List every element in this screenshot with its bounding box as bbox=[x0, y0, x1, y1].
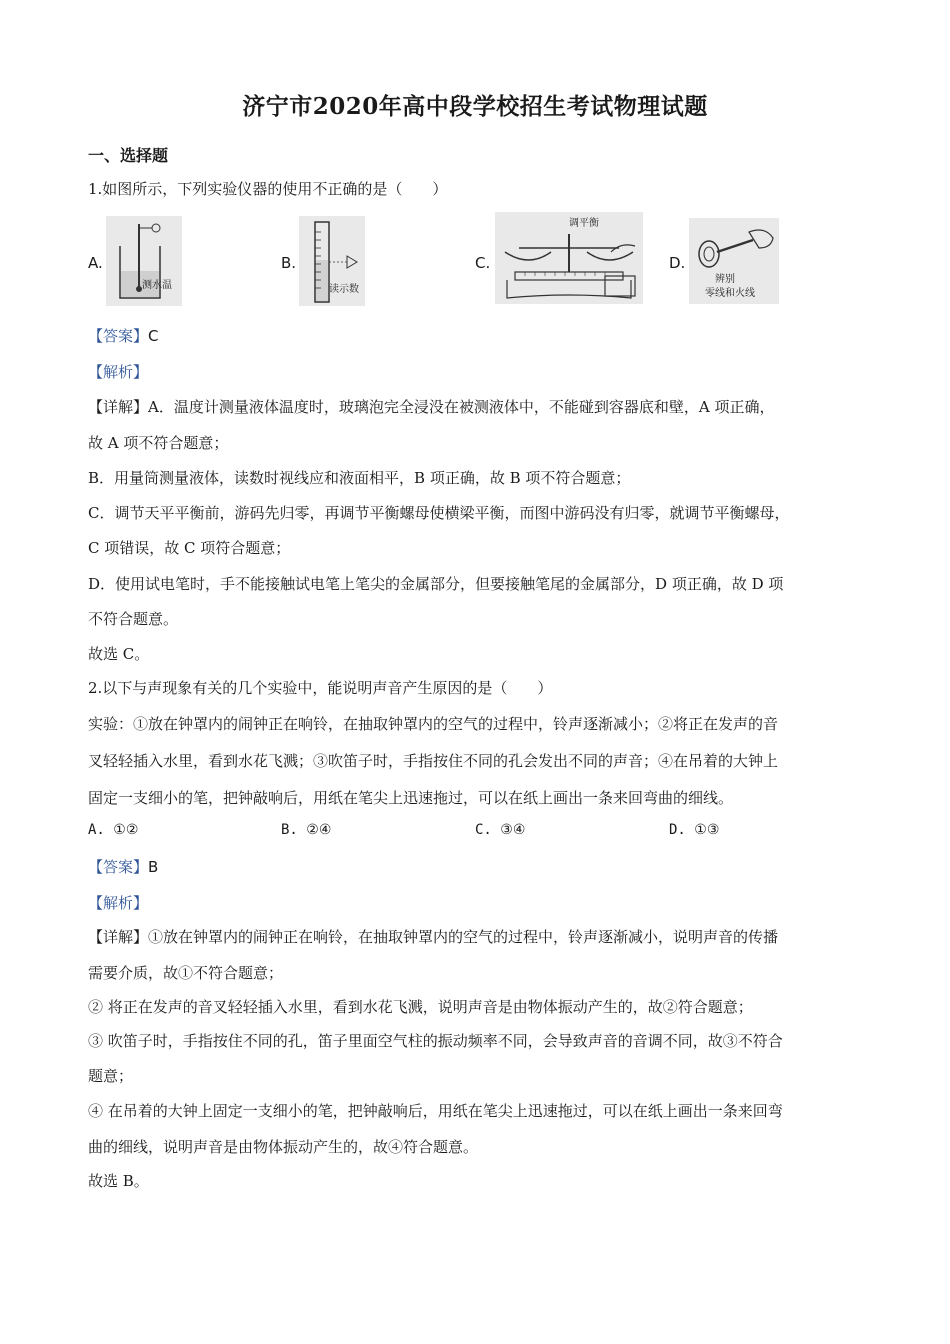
q2-choice-c: C. ③④ bbox=[475, 822, 526, 838]
q2-line-5: 题意； bbox=[88, 1067, 134, 1085]
q1-detail-tag: 【详解】 bbox=[88, 398, 149, 416]
test-pen-figure bbox=[689, 218, 779, 304]
q1-option-c-caption: 调平衡 bbox=[569, 218, 599, 229]
q1-stem: 1.如图所示，下列实验仪器的使用不正确的是（ ） bbox=[88, 180, 448, 198]
q1-option-a-label: A. bbox=[88, 254, 103, 272]
q2-experiment-line-3: 固定一支细小的笔，把钟敲响后，用纸在笔尖上迅速拖过，可以在纸上画出一条来回弯曲的细线。 bbox=[88, 789, 734, 807]
q2-answer-tag: 【答案】 bbox=[88, 858, 149, 876]
q2-line-3: ② 将正在发声的音叉轻轻插入水里，看到水花飞溅，说明声音是由物体振动产生的，故②符合题意； bbox=[88, 998, 753, 1016]
q2-detail-line bbox=[88, 927, 863, 947]
q1-option-a-caption: 测水温 bbox=[142, 280, 172, 291]
q1-line-2: 故 A 项不符合题意； bbox=[88, 434, 229, 452]
q2-experiment-line-1: 实验：①放在钟罩内的闹钟正在响铃，在抽取钟罩内的空气的过程中，铃声逐渐减小；②将正在发声的音 bbox=[88, 715, 779, 733]
q1-option-d-caption-line1: 辨别 bbox=[715, 274, 735, 285]
q2-experiment-line-2: 叉轻轻插入水里，看到水花飞溅；③吹笛子时，手指按住不同的孔会发出不同的声音；④在吊着的大钟上 bbox=[88, 752, 779, 770]
q2-line-6: ④ 在吊着的大钟上固定一支细小的笔，把钟敲响后，用纸在笔尖上迅速拖过，可以在纸上画出一条来回弯 bbox=[88, 1102, 783, 1120]
q1-line-5: C 项错误，故 C 项符合题意； bbox=[88, 539, 291, 557]
q1-option-b-caption: 读示数 bbox=[329, 284, 359, 295]
page-title: 济宁市2020年高中段学校招生考试物理试题 bbox=[242, 93, 708, 120]
q1-option-row bbox=[88, 216, 868, 308]
q1-option-d-caption-line2: 零线和火线 bbox=[705, 288, 755, 299]
q2-line-4: ③ 吹笛子时，手指按住不同的孔，笛子里面空气柱的振动频率不同，会导致声音的音调不同，故③不符合 bbox=[88, 1032, 783, 1050]
q2-line-7: 曲的细线，说明声音是由物体振动产生的，故④符合题意。 bbox=[88, 1138, 479, 1156]
q1-detail-text: A．温度计测量液体温度时，玻璃泡完全浸没在被测液体中，不能碰到容器底和壁，A 项正确， bbox=[148, 398, 775, 416]
section-heading: 一、选择题 bbox=[88, 146, 169, 165]
thermometer-beaker-figure bbox=[106, 216, 182, 306]
q2-choice-d: D. ①③ bbox=[669, 822, 720, 838]
q2-detail-text: ①放在钟罩内的闹钟正在响铃，在抽取钟罩内的空气的过程中，铃声逐渐减小，说明声音的传播 bbox=[148, 928, 779, 946]
q1-analysis-tag: 【解析】 bbox=[88, 363, 149, 381]
q1-line-6: D．使用试电笔时，手不能接触试电笔上笔尖的金属部分，但要接触笔尾的金属部分，D 项正确，故 D 项 bbox=[88, 575, 784, 593]
q1-line-3: B．用量筒测量液体，读数时视线应和液面相平，B 项正确，故 B 项不符合题意； bbox=[88, 469, 631, 487]
q1-detail-line bbox=[88, 397, 863, 417]
q1-option-d-label: D. bbox=[669, 254, 686, 272]
q2-answer-value: B bbox=[148, 858, 159, 876]
q1-line-4: C．调节天平平衡前，游码先归零，再调节平衡螺母使横梁平衡，而图中游码没有归零，就调节平衡螺母， bbox=[88, 504, 790, 522]
q2-detail-tag: 【详解】 bbox=[88, 928, 149, 946]
q1-answer bbox=[88, 326, 863, 346]
q2-choice-b: B. ②④ bbox=[281, 822, 332, 838]
q2-answer bbox=[88, 857, 863, 877]
q2-analysis-tag: 【解析】 bbox=[88, 894, 149, 912]
q2-stem: 2.以下与声现象有关的几个实验中，能说明声音产生原因的是（ ） bbox=[88, 679, 553, 697]
q2-conclusion: 故选 B。 bbox=[88, 1172, 149, 1190]
q1-answer-tag: 【答案】 bbox=[88, 327, 149, 345]
q1-option-b-label: B. bbox=[281, 254, 297, 272]
q1-conclusion: 故选 C。 bbox=[88, 645, 150, 663]
q2-line-2: 需要介质，故①不符合题意； bbox=[88, 964, 284, 982]
q2-choice-a: A. ①② bbox=[88, 822, 139, 838]
balance-scale-figure bbox=[495, 212, 643, 304]
measuring-cylinder-figure bbox=[299, 216, 365, 306]
q1-answer-value: C bbox=[148, 327, 159, 345]
q1-option-c-label: C. bbox=[475, 254, 491, 272]
q1-line-7: 不符合题意。 bbox=[88, 610, 179, 628]
